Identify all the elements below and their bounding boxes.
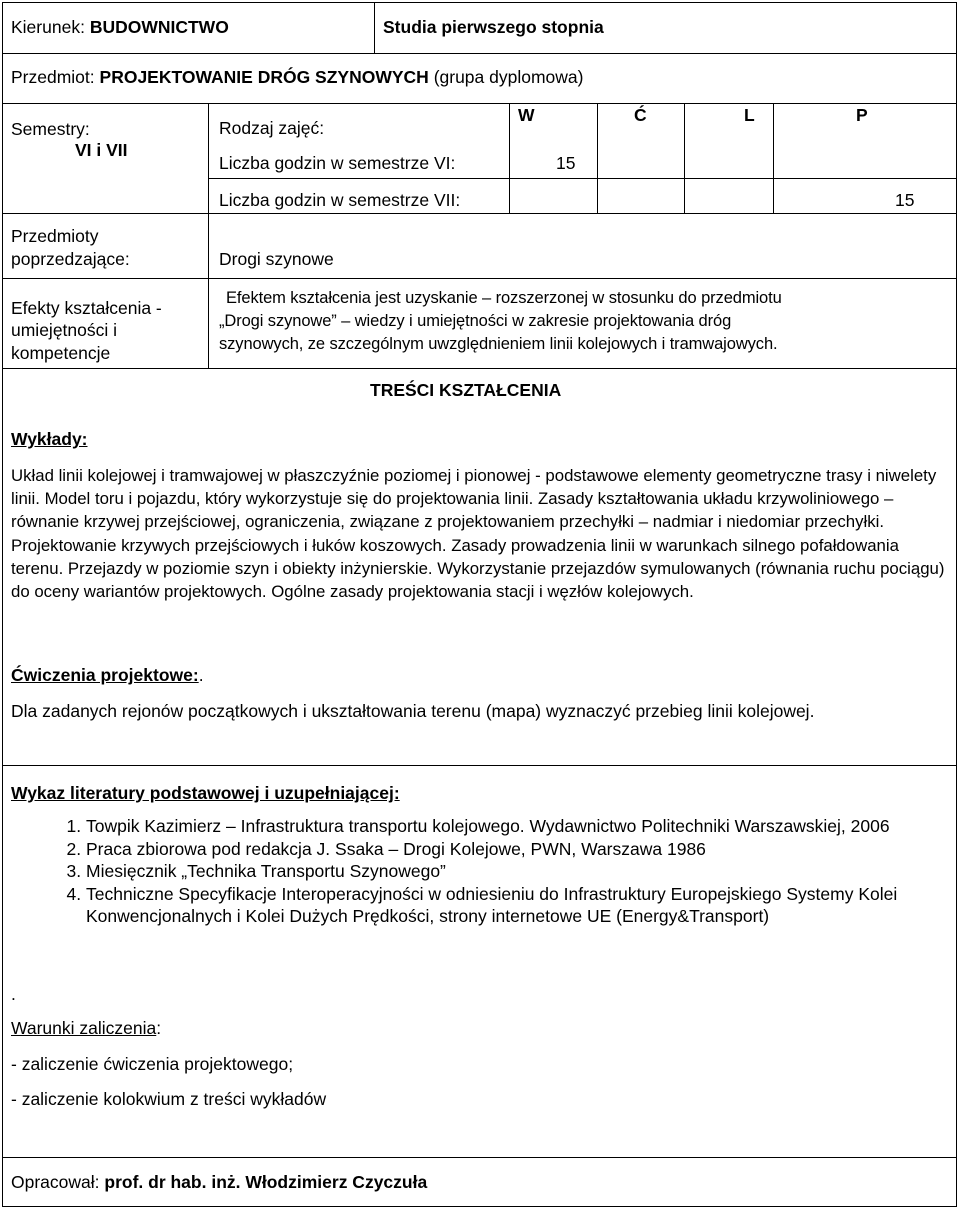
efekty-label-line1: Efekty kształcenia -	[11, 298, 162, 318]
row-divider	[208, 178, 957, 179]
col-divider	[684, 103, 685, 213]
warunki-label: Warunki zaliczenia	[11, 1018, 157, 1038]
table-border-top	[2, 2, 957, 3]
kierunek-value: BUDOWNICTWO	[89, 17, 229, 37]
cwiczenia-text: Dla zadanych rejonów początkowych i ukształtowania terenu (mapa) wyznaczyć przebieg linii kolejowej.	[11, 701, 815, 721]
literatura-item: 2. Praca zbiorowa pod redakcja J. Ssaka – Drogi Kolejowe, PWN, Warszawa 1986	[86, 838, 960, 861]
warunki-item-2: - zaliczenie kolokwium z treści wykładów	[11, 1089, 327, 1109]
godziny-vi-label: Liczba godzin w semestrze VI:	[219, 153, 456, 173]
efekty-label-line2: umiejętności i	[11, 320, 118, 340]
row-divider	[2, 278, 957, 279]
col-divider	[509, 103, 510, 213]
poprzedzajace-value: Drogi szynowe	[219, 249, 334, 269]
table-border-right	[956, 2, 957, 1206]
rodzaj-zajec-label: Rodzaj zajęć:	[219, 118, 325, 138]
godziny-vii-label: Liczba godzin w semestrze VII:	[219, 190, 461, 210]
kierunek-label: Kierunek:	[11, 17, 85, 37]
opracowal-value: prof. dr hab. inż. Włodzimierz Czyczuła	[104, 1172, 428, 1192]
column-l: L	[744, 105, 755, 125]
literatura-item: 3. Miesięcznik „Technika Transportu Szynowego”	[86, 860, 960, 883]
efekty-text-line2: „Drogi szynowe” – wiedzy i umiejętności w zakresie projektowania dróg	[219, 312, 732, 330]
efekty-label-line3: kompetencje	[11, 343, 111, 363]
literatura-label: Wykaz literatury podstawowej i uzupełniającej:	[11, 783, 400, 803]
column-w: W	[518, 105, 535, 125]
wyklady-text: Układ linii kolejowej i tramwajowej w płaszczyźnie poziomej i pionowej - podstawowe elementy geometryczne trasy i niwelety linii. Model toru i pojazdu, który wykorzystuje się do projektowania linii. Zasady kształtowania układu krzywoliniowego – równanie krzywej przejściowej, ograniczenia, związane z projektowaniem przechyłki – nadmiar i niedomiar przechyłki. Projektowanie krzywych przejściowych i łuków koszowych. Zasady prowadzenia linii w warunkach silnego pofałdowania terenu. Przejazdy w poziomie szyn i obiekty inżynierskie. Wykorzystanie przejazdów symulowanych (równania ruchu pociągu) do oceny wariantów projektowych. Ogólne zasady projektowania stacji i węzłów kolejowych.	[11, 466, 945, 602]
cwiczenia-heading	[11, 664, 204, 686]
efekty-text-line3: szynowych, ze szczególnym uwzględnieniem linii kolejowych i tramwajowych.	[219, 335, 778, 353]
przedmiot-field	[11, 66, 583, 88]
row-divider	[2, 1157, 957, 1158]
table-border-left	[2, 2, 3, 1206]
row-divider	[2, 368, 957, 369]
poprzedzajace-label-line2: poprzedzające:	[11, 249, 130, 269]
godziny-vi-value: 15	[556, 153, 576, 173]
row-divider	[2, 213, 957, 214]
warunki-colon: :	[156, 1018, 162, 1038]
semestry-label: Semestry:	[11, 119, 90, 139]
efekty-text-line1: Efektem kształcenia jest uzyskanie – rozszerzonej w stosunku do przedmiotu	[226, 289, 782, 307]
przedmiot-value: PROJEKTOWANIE DRÓG SZYNOWYCH	[99, 67, 429, 87]
column-c: Ć	[634, 105, 647, 125]
studia-level: Studia pierwszego stopnia	[383, 17, 604, 37]
col-divider	[374, 2, 375, 53]
literatura-item: 4. Techniczne Specyfikacje Interoperacyjności w odniesieniu do Infrastruktury Europejskiego Systemy Kolei Konwencjonalnych i Kolei Dużych Prędkości, strony internetowe UE (Energy&Transport)	[86, 883, 960, 928]
row-divider	[2, 103, 957, 104]
literatura-item: 1. Towpik Kazimierz – Infrastruktura transportu kolejowego. Wydawnictwo Politechniki Warszawskiej, 2006	[86, 815, 960, 838]
literatura-list	[46, 815, 960, 928]
opracowal-label: Opracował:	[11, 1172, 100, 1192]
row-divider	[2, 53, 957, 54]
przedmiot-suffix: (grupa dyplomowa)	[433, 67, 584, 87]
opracowal-field	[11, 1171, 427, 1193]
przedmiot-label: Przedmiot:	[11, 67, 95, 87]
col-divider	[597, 103, 598, 213]
semestry-value: VI i VII	[75, 140, 128, 160]
cwiczenia-label-dot: .	[198, 665, 204, 685]
col-divider	[208, 103, 209, 368]
kierunek-field	[11, 16, 229, 38]
warunki-item-1: - zaliczenie ćwiczenia projektowego;	[11, 1054, 294, 1074]
row-divider	[2, 765, 957, 766]
table-border-bottom	[2, 1206, 957, 1207]
literatura-dot: .	[11, 984, 16, 1004]
tresci-title: TREŚCI KSZTAŁCENIA	[370, 380, 562, 400]
poprzedzajace-label-line1: Przedmioty	[11, 226, 99, 246]
godziny-vii-value: 15	[895, 190, 915, 210]
column-p: P	[856, 105, 868, 125]
wyklady-label: Wykłady:	[11, 429, 88, 449]
cwiczenia-label: Ćwiczenia projektowe:	[11, 665, 199, 685]
col-divider	[773, 103, 774, 213]
warunki-heading	[11, 1017, 161, 1039]
